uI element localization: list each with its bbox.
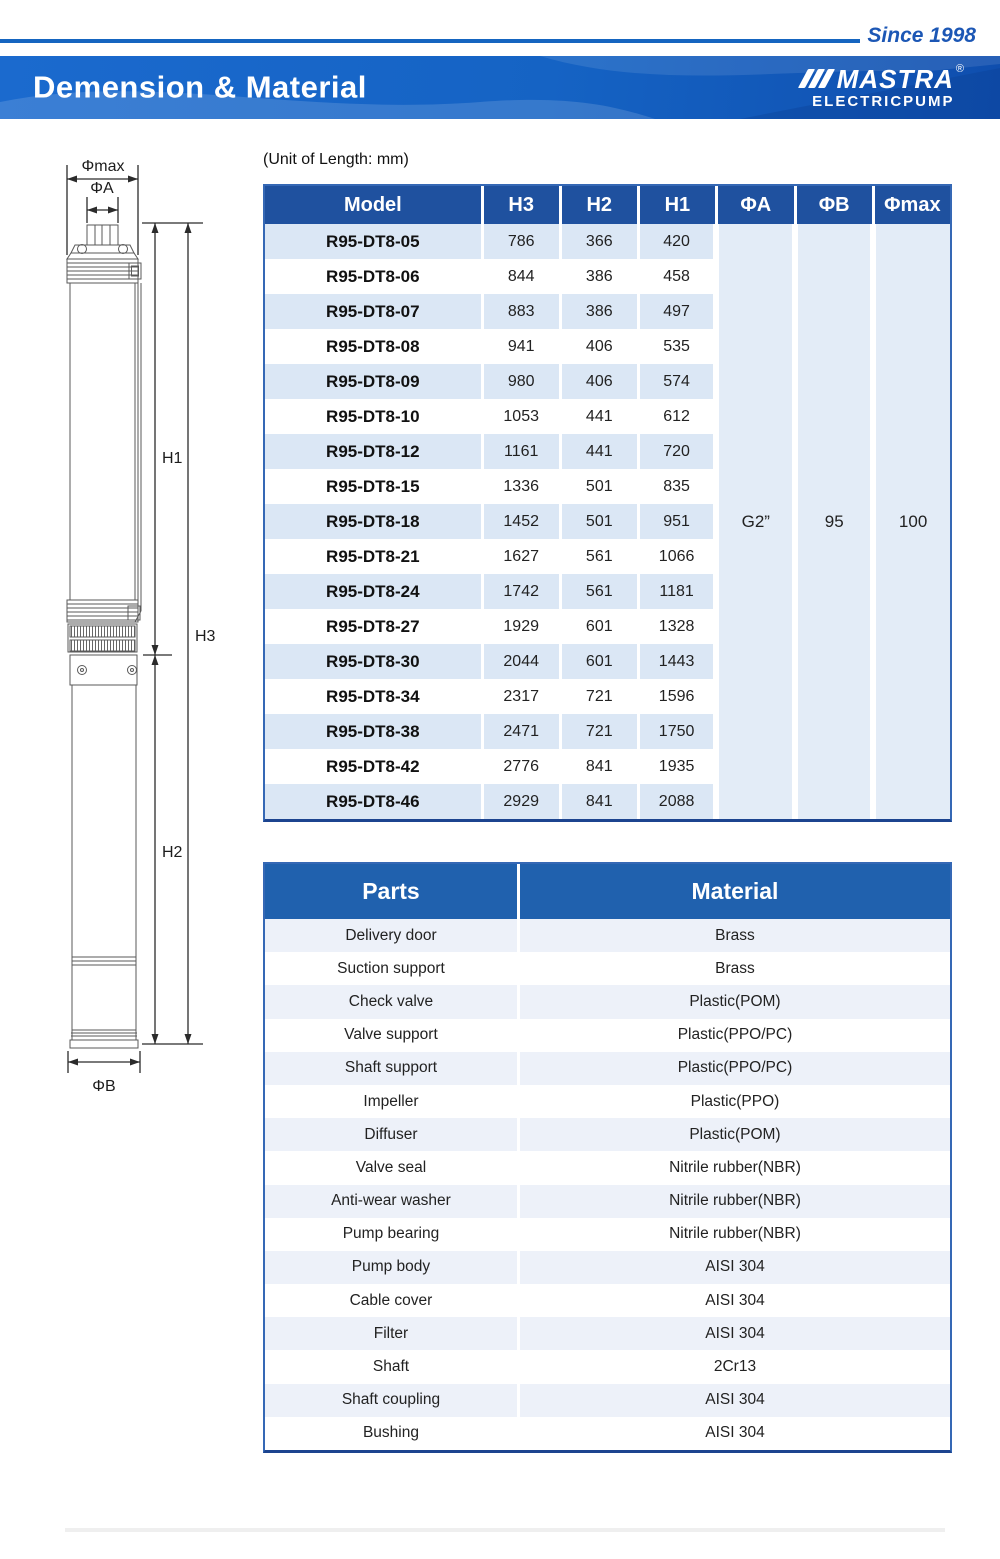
dim-label-phimax: Φmax — [81, 158, 125, 175]
material-cell: AISI 304 — [518, 1417, 950, 1450]
value-cell: 1452 — [482, 504, 560, 539]
part-cell: Pump body — [265, 1251, 518, 1284]
material-cell: Plastic(PPO/PC) — [518, 1052, 950, 1085]
part-cell: Shaft — [265, 1350, 518, 1383]
value-cell: 2044 — [482, 644, 560, 679]
value-cell: 2471 — [482, 714, 560, 749]
table-row — [265, 919, 950, 952]
table-row — [265, 1118, 950, 1151]
model-cell: R95-DT8-34 — [265, 679, 482, 714]
value-cell: 386 — [560, 259, 638, 294]
merged-phimax-cell: 100 — [873, 224, 950, 819]
part-cell: Filter — [265, 1317, 518, 1350]
parts-col-header: Material — [518, 864, 950, 919]
model-cell: R95-DT8-42 — [265, 749, 482, 784]
material-cell: 2Cr13 — [518, 1350, 950, 1383]
value-cell: 951 — [638, 504, 716, 539]
value-cell: 786 — [482, 224, 560, 259]
value-cell: 612 — [638, 399, 716, 434]
value-cell: 1596 — [638, 679, 716, 714]
brand-name: MASTRA — [836, 63, 954, 94]
parts-table-header-row — [265, 864, 950, 919]
value-cell: 386 — [560, 294, 638, 329]
logo-slashes-icon — [803, 69, 833, 88]
header-banner — [0, 56, 1000, 119]
material-cell: Plastic(PPO/PC) — [518, 1019, 950, 1052]
value-cell: 720 — [638, 434, 716, 469]
value-cell: 1181 — [638, 574, 716, 609]
part-cell: Valve support — [265, 1019, 518, 1052]
parts-table — [263, 862, 952, 1453]
material-cell: Nitrile rubber(NBR) — [518, 1218, 950, 1251]
dim-label-phia: ΦA — [90, 180, 114, 197]
dim-col-header: ΦA — [716, 186, 795, 224]
table-row — [265, 1284, 950, 1317]
model-cell: R95-DT8-46 — [265, 784, 482, 819]
value-cell: 1929 — [482, 609, 560, 644]
dim-col-header: ΦB — [795, 186, 873, 224]
value-cell: 441 — [560, 434, 638, 469]
material-cell: Plastic(POM) — [518, 985, 950, 1018]
material-cell: AISI 304 — [518, 1317, 950, 1350]
material-cell: Nitrile rubber(NBR) — [518, 1151, 950, 1184]
value-cell: 1742 — [482, 574, 560, 609]
value-cell: 574 — [638, 364, 716, 399]
value-cell: 2088 — [638, 784, 716, 819]
part-cell: Diffuser — [265, 1118, 518, 1151]
model-cell: R95-DT8-09 — [265, 364, 482, 399]
material-cell: Nitrile rubber(NBR) — [518, 1185, 950, 1218]
value-cell: 601 — [560, 609, 638, 644]
value-cell: 835 — [638, 469, 716, 504]
value-cell: 501 — [560, 469, 638, 504]
part-cell: Delivery door — [265, 919, 518, 952]
model-cell: R95-DT8-07 — [265, 294, 482, 329]
model-cell: R95-DT8-27 — [265, 609, 482, 644]
table-row — [265, 952, 950, 985]
brand-logo — [803, 63, 964, 110]
merged-phiB-cell: 95 — [795, 224, 873, 819]
value-cell: 366 — [560, 224, 638, 259]
value-cell: 721 — [560, 714, 638, 749]
model-cell: R95-DT8-38 — [265, 714, 482, 749]
value-cell: 1750 — [638, 714, 716, 749]
value-cell: 535 — [638, 329, 716, 364]
model-cell: R95-DT8-30 — [265, 644, 482, 679]
dim-col-header: H1 — [638, 186, 716, 224]
model-cell: R95-DT8-15 — [265, 469, 482, 504]
value-cell: 941 — [482, 329, 560, 364]
value-cell: 2317 — [482, 679, 560, 714]
value-cell: 721 — [560, 679, 638, 714]
part-cell: Shaft support — [265, 1052, 518, 1085]
table-row — [265, 1350, 950, 1383]
part-cell: Shaft coupling — [265, 1384, 518, 1417]
material-cell: AISI 304 — [518, 1284, 950, 1317]
part-cell: Anti-wear washer — [265, 1185, 518, 1218]
value-cell: 841 — [560, 749, 638, 784]
merged-phiA-cell: G2” — [716, 224, 795, 819]
since-text: Since 1998 — [867, 24, 976, 47]
value-cell: 497 — [638, 294, 716, 329]
table-row — [265, 1251, 950, 1284]
value-cell: 458 — [638, 259, 716, 294]
model-cell: R95-DT8-21 — [265, 539, 482, 574]
model-cell: R95-DT8-24 — [265, 574, 482, 609]
part-cell: Cable cover — [265, 1284, 518, 1317]
table-row — [265, 1019, 950, 1052]
table-row — [265, 1218, 950, 1251]
part-cell: Bushing — [265, 1417, 518, 1450]
page-title: Demension & Material — [33, 68, 367, 104]
value-cell: 441 — [560, 399, 638, 434]
value-cell: 406 — [560, 364, 638, 399]
dim-label-h1: H1 — [162, 450, 183, 467]
part-cell: Check valve — [265, 985, 518, 1018]
table-row — [265, 985, 950, 1018]
pump-diagram — [25, 145, 260, 1105]
value-cell: 561 — [560, 539, 638, 574]
dim-col-header: Model — [265, 186, 482, 224]
model-cell: R95-DT8-05 — [265, 224, 482, 259]
value-cell: 601 — [560, 644, 638, 679]
table-row — [265, 1185, 950, 1218]
value-cell: 501 — [560, 504, 638, 539]
dim-col-header: H2 — [560, 186, 638, 224]
value-cell: 561 — [560, 574, 638, 609]
value-cell: 1443 — [638, 644, 716, 679]
table-row — [265, 1384, 950, 1417]
table-row — [265, 1151, 950, 1184]
value-cell: 1161 — [482, 434, 560, 469]
dim-col-header: H3 — [482, 186, 560, 224]
dim-label-phib: ΦB — [92, 1078, 116, 1095]
dim-label-h2: H2 — [162, 844, 183, 861]
model-cell: R95-DT8-08 — [265, 329, 482, 364]
registered-mark: ® — [955, 63, 964, 75]
model-cell: R95-DT8-06 — [265, 259, 482, 294]
parts-col-header: Parts — [265, 864, 518, 919]
model-cell: R95-DT8-10 — [265, 399, 482, 434]
material-cell: AISI 304 — [518, 1251, 950, 1284]
part-cell: Suction support — [265, 952, 518, 985]
part-cell: Impeller — [265, 1085, 518, 1118]
value-cell: 841 — [560, 784, 638, 819]
part-cell: Valve seal — [265, 1151, 518, 1184]
unit-note: (Unit of Length: mm) — [263, 151, 409, 168]
dim-label-h3: H3 — [195, 628, 216, 645]
value-cell: 2929 — [482, 784, 560, 819]
table-row — [265, 1417, 950, 1450]
value-cell: 1066 — [638, 539, 716, 574]
table-row — [265, 1085, 950, 1118]
value-cell: 1328 — [638, 609, 716, 644]
value-cell: 1053 — [482, 399, 560, 434]
material-cell: Plastic(PPO) — [518, 1085, 950, 1118]
value-cell: 980 — [482, 364, 560, 399]
value-cell: 1935 — [638, 749, 716, 784]
dimension-table — [263, 184, 952, 822]
value-cell: 883 — [482, 294, 560, 329]
material-cell: Brass — [518, 952, 950, 985]
value-cell: 420 — [638, 224, 716, 259]
part-cell: Pump bearing — [265, 1218, 518, 1251]
brand-subtitle: ELECTRICPUMP — [812, 92, 955, 110]
material-cell: Brass — [518, 919, 950, 952]
value-cell: 1627 — [482, 539, 560, 574]
dim-col-header: Φmax — [873, 186, 950, 224]
top-rule — [0, 39, 860, 43]
value-cell: 406 — [560, 329, 638, 364]
model-cell: R95-DT8-18 — [265, 504, 482, 539]
material-cell: AISI 304 — [518, 1384, 950, 1417]
material-cell: Plastic(POM) — [518, 1118, 950, 1151]
table-row — [265, 1052, 950, 1085]
footer-rule — [65, 1528, 945, 1532]
value-cell: 1336 — [482, 469, 560, 504]
table-row — [265, 1317, 950, 1350]
model-cell: R95-DT8-12 — [265, 434, 482, 469]
value-cell: 2776 — [482, 749, 560, 784]
value-cell: 844 — [482, 259, 560, 294]
dimension-table-header-row — [265, 186, 950, 224]
table-row — [265, 224, 950, 259]
